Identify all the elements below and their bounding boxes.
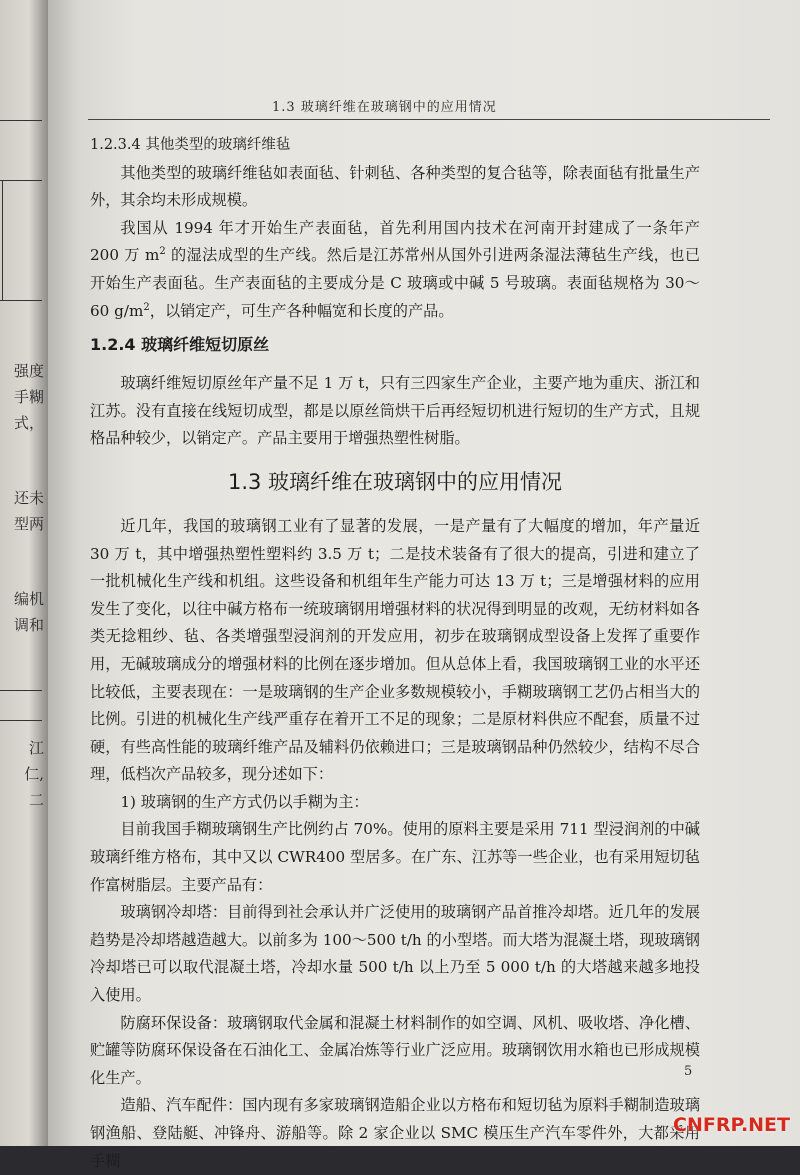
watermark-logo: CNFRP.NET bbox=[673, 1114, 790, 1136]
page-body bbox=[90, 132, 700, 1175]
left-fragment: 强度 bbox=[13, 362, 44, 380]
paragraph-surface-mat bbox=[90, 215, 700, 325]
paragraph-hand-layup-ratio: 目前我国手糊玻璃钢生产比例约占 70%。使用的原料主要是采用 711 型浸润剂的中碱玻璃纤维方格布，其中又以 CWR400 型居多。在广东、江苏等一些企业，也有采用短切毡作富树脂层。主要产品有： bbox=[90, 820, 700, 894]
left-page-rule bbox=[0, 720, 42, 721]
subsection-heading-1-2-4: 1.2.4 玻璃纤维短切原丝 bbox=[90, 335, 270, 355]
left-fragment: 编机 bbox=[13, 590, 44, 608]
paragraph-hand-layup: 1) 玻璃钢的生产方式仍以手糊为主： bbox=[120, 792, 369, 811]
previous-page-strip bbox=[0, 0, 48, 1146]
running-head: 1.3 玻璃纤维在玻璃钢中的应用情况 bbox=[272, 100, 497, 115]
paragraph-text: 的湿法成型的生产线。然后是江苏常州从国外引进两条湿法薄毡生产线，也已开始生产表面毡。生产表面毡的主要成分是 C 玻璃或中碱 5 号玻璃。表面毡规格为 30～60 g/m bbox=[90, 246, 701, 320]
subsection-heading-1-2-3-4: 1.2.3.4 其他类型的玻璃纤维毡 bbox=[90, 137, 291, 153]
left-fragment: 二 bbox=[28, 791, 44, 809]
paragraph-shipbuilding: 造船、汽车配件：国内现有多家玻璃钢造船企业以方格布和短切毡为原料手糊制造玻璃钢渔船、登陆艇、冲锋舟、游船等。除 2 家企业以 SMC 模压生产汽车零件外，大都采用手糊 bbox=[90, 1096, 700, 1170]
header-rule bbox=[88, 119, 770, 120]
left-fragment: 江 bbox=[28, 739, 44, 757]
left-fragment: 调和 bbox=[13, 616, 44, 634]
section-heading-1-3: 1.3 玻璃纤维在玻璃钢中的应用情况 bbox=[227, 469, 563, 494]
left-page-rule bbox=[0, 120, 42, 121]
page-number: 5 bbox=[684, 1064, 693, 1079]
superscript: 2 bbox=[143, 301, 150, 313]
left-page-table-line bbox=[2, 180, 3, 300]
paragraph-frp-industry: 近几年，我国的玻璃钢工业有了显著的发展，一是产量有了大幅度的增加，年产量近 30 万 t，其中增强热塑性塑料约 3.5 万 t；二是技术装备有了很大的提高，引进和建立了一批机械化生产线和机组。这些设备和机组年生产能力可达 13 万 t；三是增强材料的应用发生了变化，以往中碱方格布一统玻璃钢用增强材料的状况得到明显的改观，无纺材料如各类无捻粗纱、毡、各类增强型浸润剂的开发应用，初步在玻璃钢成型设备上发挥了重要作用，无碱玻璃成分的增强材料的比例在逐步增加。但从总体上看，我国玻璃钢工业的水平还比较低，主要表现在：一是玻璃钢的生产企业多数规模较小，手糊玻璃钢工艺仍占相当大的比例。引进的机械化生产线严重存在着开工不足的现象；二是原材料供应不配套，质量不过硬，有些高性能的玻璃纤维产品及辅料仍依赖进口；三是玻璃钢品种仍然较少，结构不尽合理，低档次产品较多，现分述如下： bbox=[90, 516, 700, 784]
left-fragment: 手糊 bbox=[13, 388, 44, 406]
paragraph-text: ，以销定产，可生产各种幅宽和长度的产品。 bbox=[149, 301, 454, 320]
paragraph-chopped-strand: 玻璃纤维短切原丝年产量不足 1 万 t，只有三四家生产企业，主要产地为重庆、浙江和江苏。没有直接在线短切成型，都是以原丝筒烘干后再经短切机进行短切的生产方式，且规格品种较少，以销定产。产品主要用于增强热塑性树脂。 bbox=[90, 374, 700, 448]
left-page-rule bbox=[0, 180, 42, 181]
left-page-rule bbox=[0, 300, 42, 301]
paragraph-other-mats: 其他类型的玻璃纤维毡如表面毡、针刺毡、各种类型的复合毡等，除表面毡有批量生产外，其余均未形成规模。 bbox=[90, 163, 700, 210]
book-page bbox=[48, 0, 800, 1170]
superscript: 2 bbox=[159, 246, 166, 258]
left-fragment: 型两 bbox=[13, 515, 44, 533]
paragraph-anticorrosion: 防腐环保设备：玻璃钢取代金属和混凝土材料制作的如空调、风机、吸收塔、净化槽、贮罐等防腐环保设备在石油化工、金属冶炼等行业广泛应用。玻璃钢饮用水箱也已形成规模化生产。 bbox=[90, 1013, 700, 1087]
left-fragment: 还未 bbox=[13, 489, 44, 507]
left-fragment: 仁, bbox=[24, 765, 44, 783]
paragraph-text: 我国从 1994 年才开始生产表面毡，首先利用国内技术在河南开封建成了一条年产 200 万 m bbox=[90, 218, 700, 265]
left-page-rule bbox=[0, 690, 42, 691]
left-fragment: 式， bbox=[13, 414, 44, 432]
paragraph-cooling-tower: 玻璃钢冷却塔：目前得到社会承认并广泛使用的玻璃钢产品首推冷却塔。近几年的发展趋势是冷却塔越造越大。以前多为 100～500 t/h 的小型塔。而大塔为混凝土塔，现玻璃钢冷却塔已可以取代混凝土塔，冷却水量 500 t/h 以上乃至 5 000 t/h 的大塔越来越多地投入使用。 bbox=[90, 903, 700, 1005]
